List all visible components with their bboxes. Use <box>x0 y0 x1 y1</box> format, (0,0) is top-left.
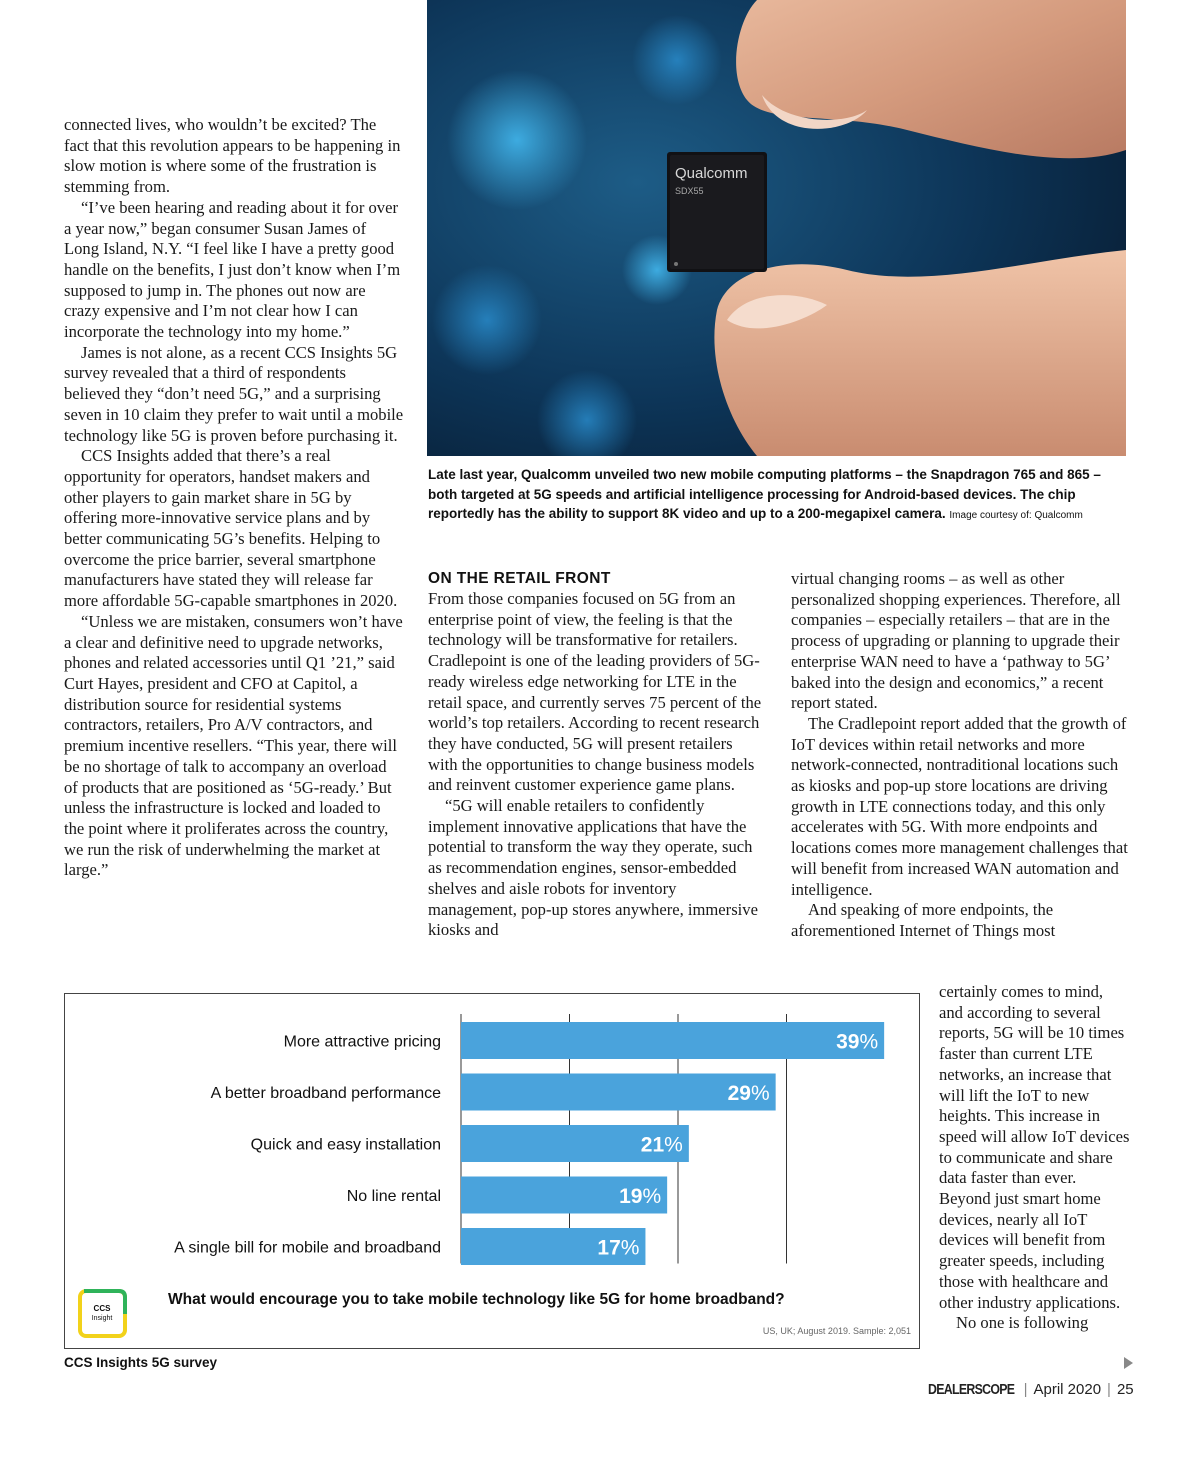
data-label: 39% <box>836 1030 879 1054</box>
col3-paragraph: The Cradlepoint report added that the growth of IoT devices within retail networks and more network-connected, nontraditional locations such as kiosks and pop-up store locations are driving growth in LTE connections today, and this only accelerates with 5G. With more endpoints and locations comes more management challenges that will benefit from increased WAN automation and intelligence. <box>791 713 1128 899</box>
section-heading: ON THE RETAIL FRONT <box>428 570 611 587</box>
article-column-3-wrap <box>939 982 1131 1334</box>
survey-chart <box>64 993 920 1349</box>
caption-credit: Image courtesy of: Qualcomm <box>949 510 1083 521</box>
page-number: 25 <box>1116 1381 1134 1398</box>
qualcomm-chip-photo <box>427 0 1126 456</box>
col2-paragraph: From those companies focused on 5G from an enterprise point of view, the feeling is that the technology will be transformative for retailers. Cradlepoint is one of the leading providers of 5G-ready wireless edge networking for LTE in the retail space, and currently serves 75 percent of the world’s top retailers. According to recent research they have conducted, 5G will present retailers with the opportunities to change business models and reinvent customer experience game plans. <box>428 589 762 795</box>
bar-chart-svg <box>65 994 921 1350</box>
bar <box>461 1022 884 1059</box>
continued-paragraph: No one is following <box>956 1313 1089 1333</box>
col1-paragraph: James is not alone, as a recent CCS Insights 5G survey revealed that a third of respondents believed they “don’t need 5G,” and a surprising seven in 10 claim they prefer to wait until a mobile technology like 5G is proven before purchasing it. <box>64 342 404 445</box>
col1-paragraph: “I’ve been hearing and reading about it for over a year now,” began consumer Susan James of Long Island, N.Y. “I feel like I have a pretty good handle on the benefits, I just don’t know when I’m supposed to jump in. The phones out now are crazy expensive and I’m not clear how I can incorporate the technology into my home.” <box>64 197 401 342</box>
continue-arrow-icon <box>1124 1357 1133 1369</box>
chip-model: SDX55 <box>675 186 704 196</box>
category-label: No line rental <box>346 1188 441 1205</box>
col3-paragraph: And speaking of more endpoints, the aforementioned Internet of Things most <box>791 900 1056 940</box>
article-column-3 <box>791 569 1131 942</box>
logo-frame-yellow <box>80 1291 125 1336</box>
chart-note: US, UK; August 2019. Sample: 2,051 <box>762 1326 911 1336</box>
wrap-paragraph: certainly comes to mind, and according to several reports, 5G will be 10 times faster than current LTE networks, an increase that will lift the IoT to new heights. This increase in speed will allow IoT devices to communicate and share data faster than ever. Beyond just smart home devices, nearly all IoT devices will benefit from greater speeds, including those with healthcare and other industry applications. <box>939 982 1130 1312</box>
chip-photo-illustration <box>427 0 1126 456</box>
category-label: Quick and easy installation <box>250 1136 441 1154</box>
chip-brand: Qualcomm <box>675 165 748 182</box>
chart-source-label: CCS Insights 5G survey <box>64 1355 218 1370</box>
column-2-body <box>428 589 764 941</box>
logo-text-line1: CCS <box>93 1304 111 1313</box>
caption-text: Late last year, Qualcomm unveiled two new mobile computing platforms – the Snapdragon 765 and 865 – both targeted at 5G speeds and artificial intelligence processing for Android-based devices. The chip reportedly has the ability to support 8K video and up to a 200-megapixel camera. <box>428 467 1101 521</box>
page-footer: DEALERSCOPE | April 2020 | 25 <box>928 1381 1134 1398</box>
article-column-2 <box>428 569 764 941</box>
category-label: A single bill for mobile and broadband <box>174 1239 441 1257</box>
col1-paragraph: connected lives, who wouldn’t be excited? The fact that this revolution appears to be happening in slow motion is where some of the frustration is stemming from. <box>64 115 401 197</box>
chart-title: What would encourage you to take mobile technology like 5G for home broadband? <box>168 1291 785 1308</box>
col3-paragraph: virtual changing rooms – as well as other personalized shopping experiences. Therefore, all companies – especially retailers – that are in the process of upgrading or planning to upgrade their enterprise WAN need to have a ‘pathway to 5G’ baked into the design and economics,” a recent report stated. <box>791 569 1121 713</box>
issue-date: April 2020 <box>1033 1381 1102 1398</box>
data-label: 29% <box>727 1082 770 1105</box>
article-column-1 <box>64 115 404 881</box>
photo-caption <box>428 465 1128 526</box>
data-label: 19% <box>619 1185 662 1208</box>
magazine-brand: DEALERSCOPE <box>928 1382 1015 1398</box>
category-label: A better broadband performance <box>210 1085 441 1102</box>
data-label: 17% <box>597 1236 640 1260</box>
col2-paragraph: “5G will enable retailers to confidently implement innovative applications that have the potential to transform the way they operate, such as recommendation engines, sensor-embedded shelves and aisle robots for inventory management, pop-up stores anywhere, immersive kiosks and <box>428 796 758 940</box>
category-label: More attractive pricing <box>283 1033 441 1051</box>
ccs-insight-logo <box>80 1291 125 1336</box>
logo-text-line2: Insight <box>91 1315 113 1322</box>
col1-paragraph: CCS Insights added that there’s a real opportunity for operators, handset makers and other players to gain market share in 5G by offering more-innovative service plans and by better communicating 5G’s benefits. Helping to overcome the price barrier, several smartphone manufacturers have stated they will release far more affordable 5G-capable smartphones in 2020. <box>64 446 398 611</box>
data-label: 21% <box>640 1133 683 1157</box>
col1-paragraph: “Unless we are mistaken, consumers won’t have a clear and definitive need to upgrade networks, phones and related accessories until Q1 ’21,” said Curt Hayes, president and CFO at Capitol, a distribution source for residential systems contractors, retailers, Pro A/V contractors, and premium incentive resellers. “This year, there will be no shortage of talk to accompany an overload of products that are positioned as ‘5G-ready.’ But unless the infrastructure is locked and loaded to the point where it proliferates across the country, we run the risk of underwhelming the market at large.” <box>64 611 403 880</box>
